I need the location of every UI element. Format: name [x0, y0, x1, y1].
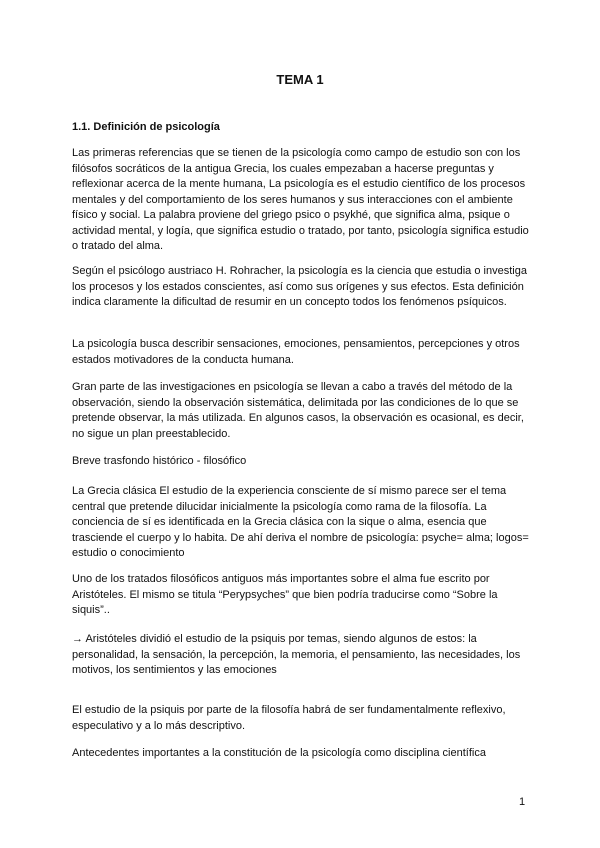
paragraph-subheading-history: Breve trasfondo histórico - filosófico: [72, 455, 247, 467]
paragraph-antecedents: Antecedentes importantes a la constitución de la psicología como disciplina científica: [72, 747, 486, 759]
page-number: 1: [519, 796, 526, 808]
paragraph-greece: La Grecia clásica El estudio de la experiencia consciente de sí mismo parece ser el tema central que pretende dilucidar inicialmente la psicología como rama de la filosofía. La conciencia de sí es identificada en la Grecia clásica con la sique o alma, esencia que trasciende el cuerpo y lo habita. De ahí deriva el nombre de psicología: psyche= alma; logos= estudio o conocimiento: [72, 485, 529, 559]
document-title: TEMA 1: [276, 72, 324, 87]
paragraph-intro: Las primeras referencias que se tienen de la psicología como campo de estudio son con los filósofos socráticos de la antigua Grecia, los cuales empezaban a hacerse preguntas y reflexionar acerca de la mente humana, La psicología es el estudio científico de los procesos mentales y del comportamiento de los seres humanos y sus interacciones con el ambiente físico y social. La palabra proviene del griego psico o psykhé, que significa alma, psique o actividad mental, y logía, que significa estudio o tratado, por tanto, psicología significa estudio o tratado del alma.: [72, 147, 529, 252]
paragraph-philosophy-study: El estudio de la psiquis por parte de la filosofía habrá de ser fundamentalmente reflexivo, especulativo y a lo más descriptivo.: [72, 704, 506, 732]
paragraph-aristotle-treatise: Uno de los tratados filosóficos antiguos más importantes sobre el alma fue escrito por Aristóteles. El mismo se titula “Perypsyches” que bien podría traducirse como “Sobre la siquis”..: [72, 573, 498, 616]
paragraph-describe: La psicología busca describir sensaciones, emociones, pensamientos, percepciones y otros estados motivadores de la conducta humana.: [72, 338, 520, 366]
section-heading: 1.1. Definición de psicología: [72, 121, 220, 133]
paragraph-rohracher: Según el psicólogo austriaco H. Rohracher, la psicología es la ciencia que estudia o investiga los procesos y los estados conscientes, así como sus orígenes y sus efectos. Esta definición indica claramente la dificultad de resumir en un concepto todos los fenómenos psíquicos.: [72, 265, 527, 308]
paragraph-aristotle-topics: → Aristóteles dividió el estudio de la psiquis por temas, siendo algunos de estos: la personalidad, la sensación, la percepción, la memoria, el pensamiento, las necesidades, los motivos, los sentimientos y las emociones: [72, 633, 521, 676]
paragraph-observation: Gran parte de las investigaciones en psicología se llevan a cabo a través del método de la observación, siendo la observación sistemática, delimitada por las condiciones de lo que se pretende observar, la más utilizada. En algunos casos, la observación es ocasional, es decir, no sigue un plan preestablecido.: [72, 381, 524, 440]
